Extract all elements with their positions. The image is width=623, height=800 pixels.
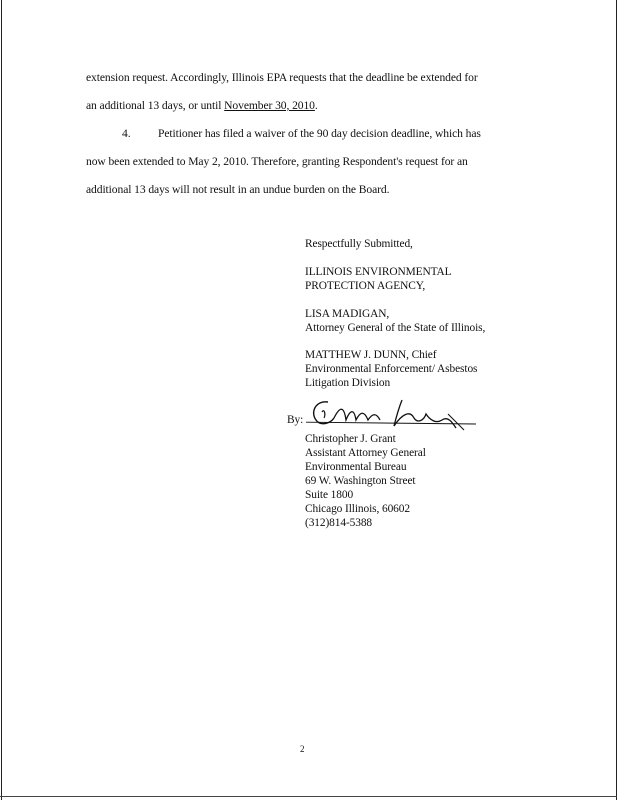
paragraph-4-line-3: additional 13 days will not result in an undue burden on the Board. [86, 183, 390, 196]
page-number: 2 [300, 744, 305, 754]
bureau-name: Environmental Bureau [305, 461, 407, 473]
agency-name-line-2: PROTECTION AGENCY, [305, 280, 426, 292]
by-label: By: [287, 414, 304, 426]
signer-name: Christopher J. Grant [305, 433, 396, 445]
page-edge-bottom [0, 796, 617, 797]
paragraph-4-line-2: now been extended to May 2, 2010. Therefore, granting Respondent's request for an [86, 155, 468, 168]
handwritten-signature [306, 396, 486, 436]
chief-name: MATTHEW J. DUNN, Chief [305, 349, 437, 361]
street-address: 69 W. Washington Street [305, 475, 416, 487]
chief-title-line-1: Environmental Enforcement/ Asbestos [305, 363, 478, 375]
page-edge-left [1, 0, 2, 800]
city-state-zip: Chicago Illinois, 60602 [305, 503, 410, 515]
suite-number: Suite 1800 [305, 489, 354, 501]
page-edge-right [616, 0, 617, 800]
body-line-2-suffix: . [314, 99, 318, 112]
paragraph-4-number: 4. [122, 127, 131, 140]
paragraph-4-text-1: Petitioner has filed a waiver of the 90 day decision deadline, which has [158, 127, 481, 140]
signer-title: Assistant Attorney General [305, 447, 426, 459]
extended-deadline-date: November 30, 2010 [224, 99, 315, 112]
agency-name-line-1: ILLINOIS ENVIRONMENTAL [305, 266, 452, 278]
attorney-general-title: Attorney General of the State of Illinois, [305, 322, 486, 334]
closing: Respectfully Submitted, [305, 238, 413, 250]
phone-number: (312)814-5388 [305, 517, 373, 529]
body-line-2-prefix: an additional 13 days, or until [86, 99, 225, 112]
paragraph-4-line-1 [122, 127, 481, 141]
body-line-1: extension request. Accordingly, Illinois EPA requests that the deadline be extended for [86, 71, 478, 84]
chief-title-line-2: Litigation Division [305, 377, 391, 389]
body-line-2 [86, 99, 318, 113]
attorney-general-name: LISA MADIGAN, [305, 308, 390, 320]
